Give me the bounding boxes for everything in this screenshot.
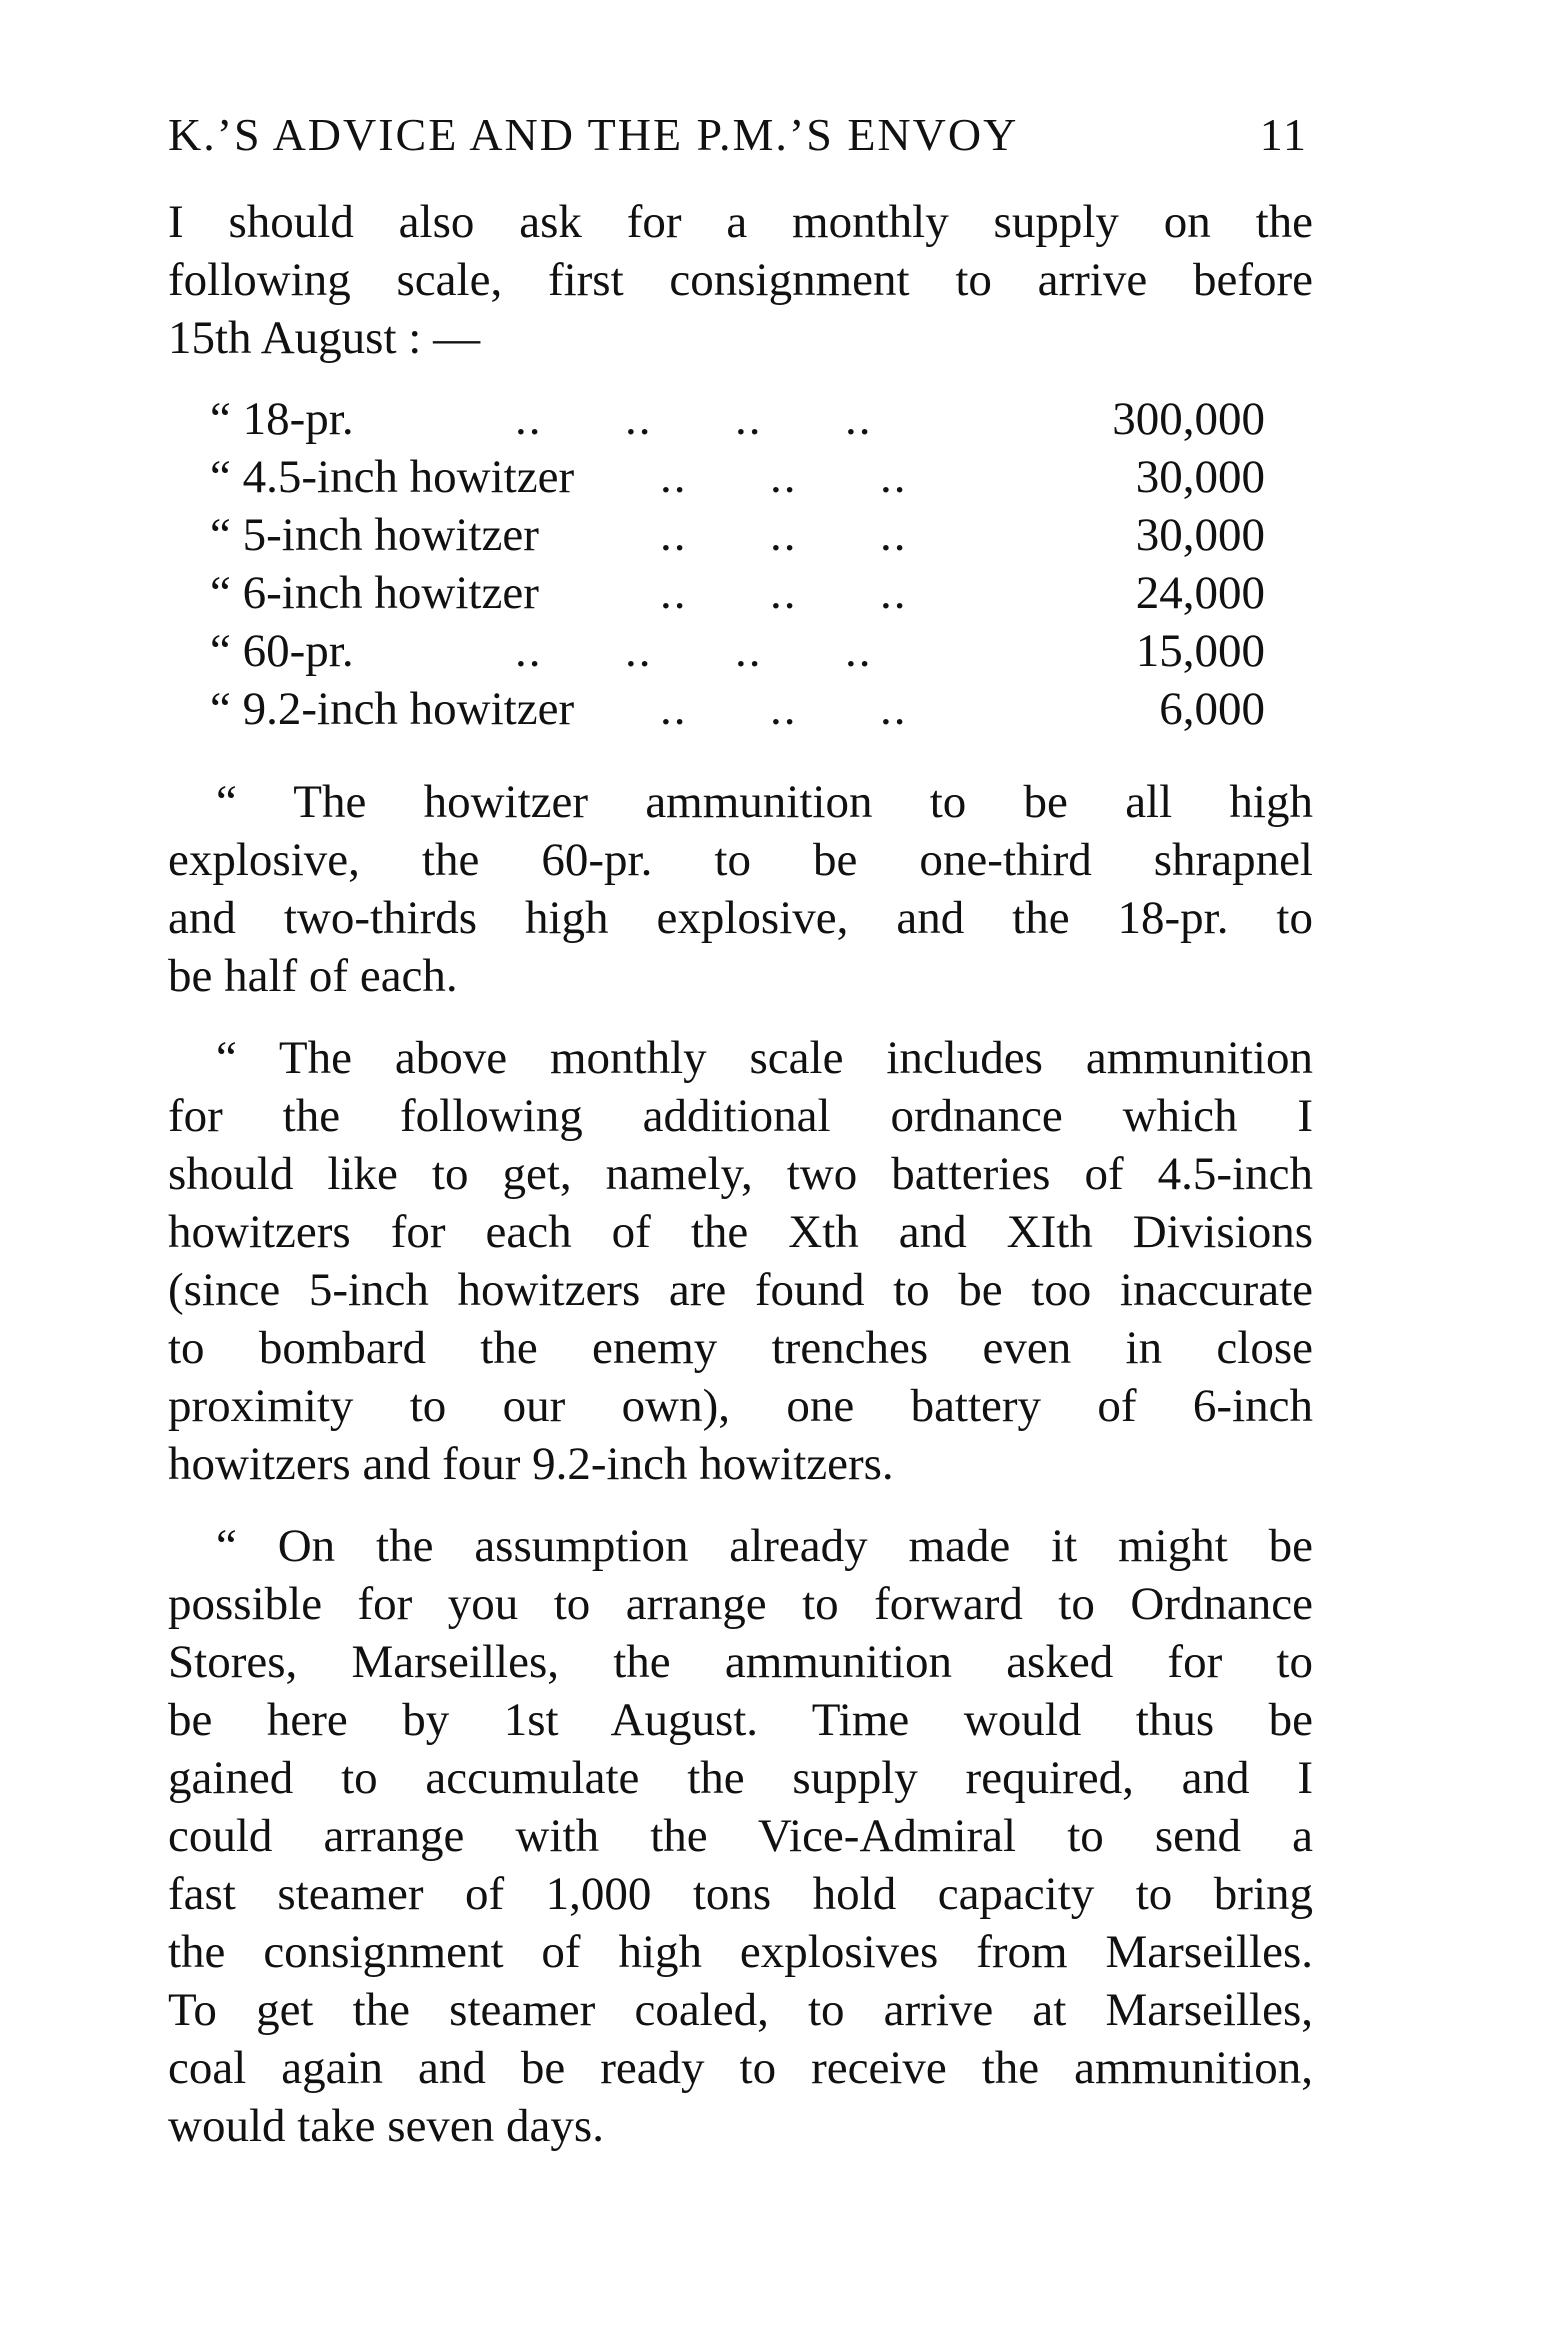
paragraph-line: (since 5-inch howitzers are found to be too inaccurate — [168, 1264, 1313, 1316]
paragraph-line: could arrange with the Vice-Admiral to send a — [168, 1810, 1313, 1862]
intro-line: I should also ask for a monthly supply on the — [168, 196, 1313, 248]
ammo-item: “ 18-pr. — [210, 393, 354, 445]
paragraph-line: be half of each. — [168, 950, 458, 1002]
table-row — [210, 622, 1285, 680]
ammo-quantity: 300,000 — [1112, 393, 1265, 445]
intro-paragraph — [168, 193, 1313, 367]
paragraph-line: the consignment of high explosives from Marseilles. — [168, 1926, 1313, 1978]
leader-dots: .. .. .. — [660, 567, 908, 619]
ammunition-table — [210, 390, 1285, 738]
ammo-quantity: 30,000 — [1135, 451, 1265, 503]
paragraph-line: to bombard the enemy trenches even in close — [168, 1322, 1313, 1374]
leader-dots: .. .. .. — [660, 509, 908, 561]
ammo-item: “ 9.2-inch howitzer — [210, 683, 575, 735]
paragraph-line: and two-thirds high explosive, and the 18-pr. to — [168, 892, 1313, 944]
table-row — [210, 448, 1285, 506]
paragraph-assumption — [168, 1517, 1313, 2155]
paragraph-line: “ The above monthly scale includes ammunition — [216, 1032, 1313, 1084]
paragraph-line: explosive, the 60-pr. to be one-third shrapnel — [168, 834, 1313, 886]
paragraph-line: should like to get, namely, two batteries of 4.5-inch — [168, 1148, 1313, 1200]
paragraph-howitzer-ammunition — [168, 773, 1313, 1005]
intro-line: 15th August : — — [168, 312, 481, 364]
paragraph-line: Stores, Marseilles, the ammunition asked for to — [168, 1636, 1313, 1688]
table-row — [210, 680, 1285, 738]
paragraph-line: “ The howitzer ammunition to be all high — [216, 776, 1313, 828]
ammo-item: “ 6-inch howitzer — [210, 567, 539, 619]
intro-line: following scale, first consignment to arrive before — [168, 254, 1313, 306]
paragraph-monthly-scale — [168, 1029, 1313, 1493]
leader-dots: .. .. .. — [660, 683, 908, 735]
running-header — [168, 108, 1308, 178]
ammo-item: “ 5-inch howitzer — [210, 509, 539, 561]
table-row — [210, 506, 1285, 564]
ammo-item: “ 60-pr. — [210, 625, 354, 677]
paragraph-line: To get the steamer coaled, to arrive at Marseilles, — [168, 1984, 1313, 2036]
ammo-quantity: 30,000 — [1135, 509, 1265, 561]
paragraph-line: would take seven days. — [168, 2100, 604, 2152]
leader-dots: .. .. .. — [660, 451, 908, 503]
paragraph-line: howitzers for each of the Xth and XIth Divisions — [168, 1206, 1313, 1258]
paragraph-line: howitzers and four 9.2-inch howitzers. — [168, 1438, 894, 1490]
ammo-quantity: 15,000 — [1135, 625, 1265, 677]
running-title: K.’S ADVICE AND THE P.M.’S ENVOY — [168, 109, 1019, 160]
ammo-quantity: 6,000 — [1159, 683, 1265, 735]
leader-dots: .. .. .. .. — [515, 393, 873, 445]
paragraph-line: gained to accumulate the supply required, and I — [168, 1752, 1313, 1804]
paragraph-line: for the following additional ordnance which I — [168, 1090, 1313, 1142]
ammo-quantity: 24,000 — [1135, 567, 1265, 619]
paragraph-line: fast steamer of 1,000 tons hold capacity to bring — [168, 1868, 1313, 1920]
paragraph-line: possible for you to arrange to forward to Ordnance — [168, 1578, 1313, 1630]
ammo-item: “ 4.5-inch howitzer — [210, 451, 575, 503]
paragraph-line: be here by 1st August. Time would thus be — [168, 1694, 1313, 1746]
paragraph-line: “ On the assumption already made it might be — [216, 1520, 1313, 1572]
leader-dots: .. .. .. .. — [515, 625, 873, 677]
table-row — [210, 564, 1285, 622]
paragraph-line: proximity to our own), one battery of 6-inch — [168, 1380, 1313, 1432]
paragraph-line: coal again and be ready to receive the ammunition, — [168, 2042, 1313, 2094]
table-row — [210, 390, 1285, 448]
page-number: 11 — [1259, 109, 1308, 160]
